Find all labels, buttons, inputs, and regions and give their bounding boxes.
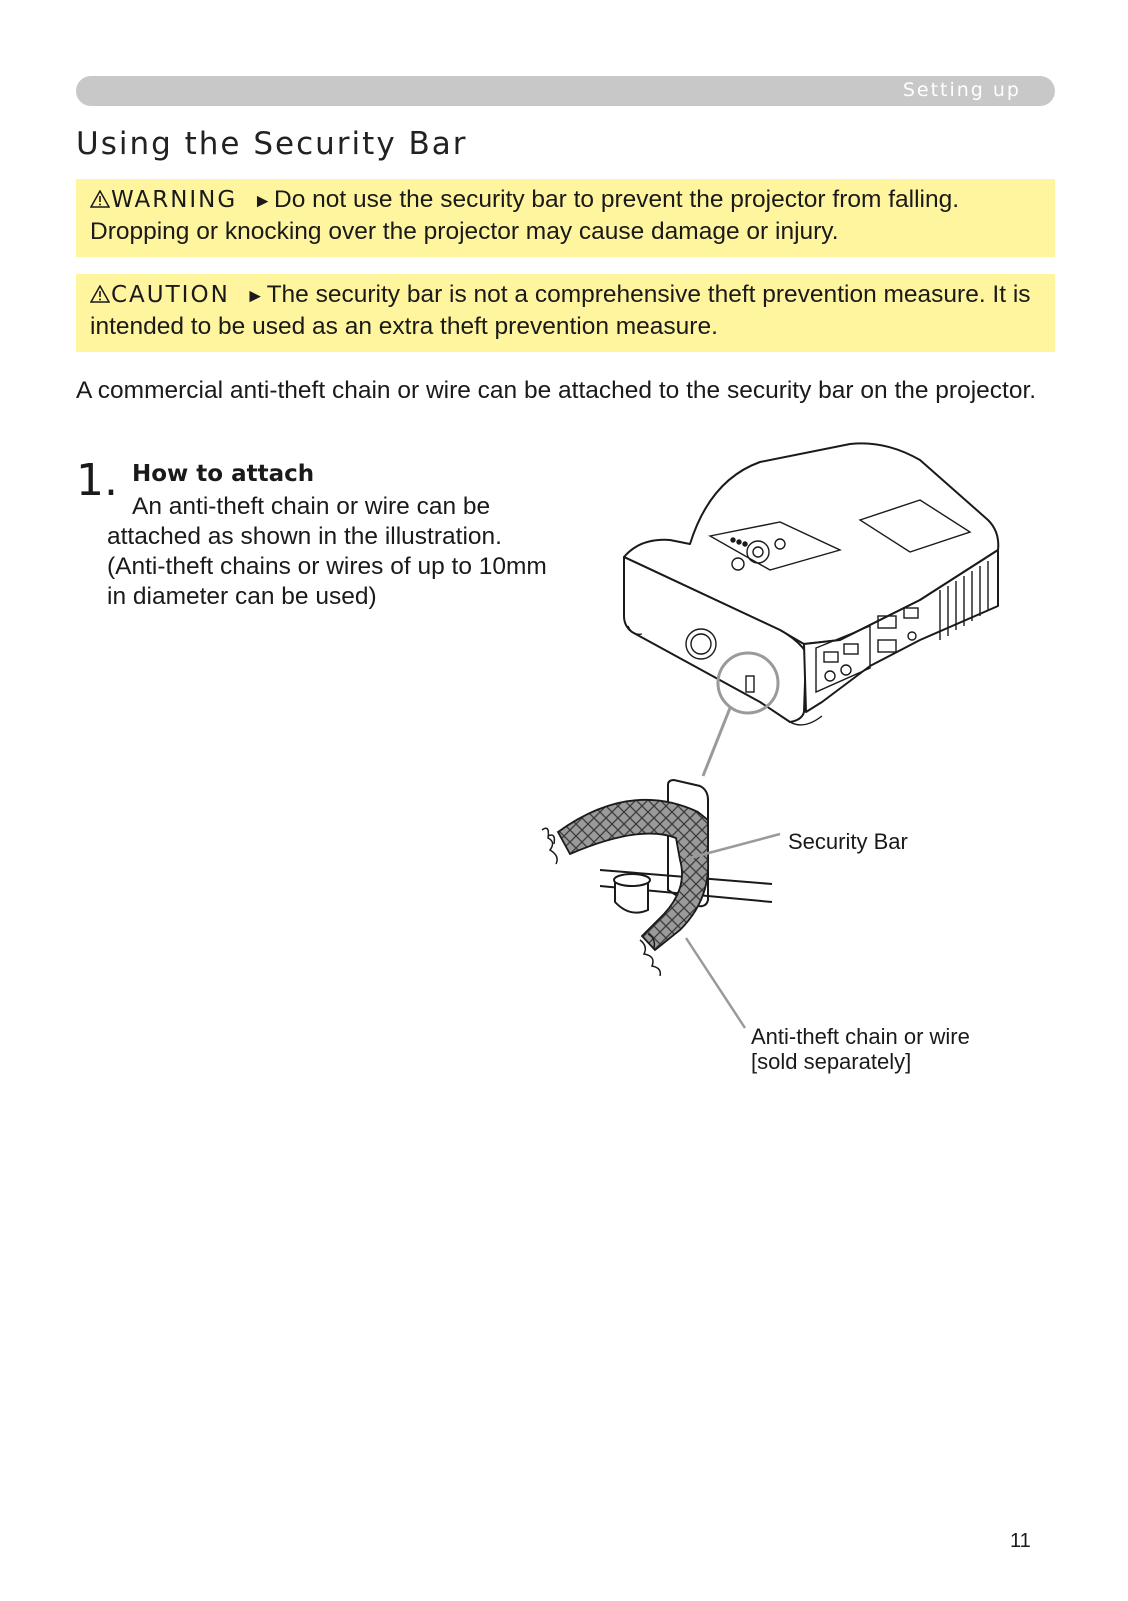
projector-body: [624, 443, 998, 722]
section-header-bar: [76, 76, 1055, 106]
step-heading: How to attach: [132, 461, 315, 487]
projector-security-bar-illustration: [540, 440, 1040, 1080]
warning-triangle-icon: [90, 190, 110, 208]
warning-tag: [90, 187, 237, 213]
security-bar-callout: Security Bar: [788, 829, 908, 854]
chain-callout-line1: Anti-theft chain or wire: [751, 1024, 970, 1049]
caution-text: The security bar is not a comprehensive theft prevention measure. It is intended to be used as an extra theft prevention measure.: [90, 281, 1031, 340]
step-number: 1.: [76, 455, 118, 506]
section-label: Setting up: [902, 79, 1021, 101]
caution-box: [76, 274, 1055, 352]
chain-callout: [751, 1024, 970, 1074]
warning-box: [76, 179, 1055, 257]
caution-label: CAUTION: [111, 282, 230, 308]
page-number: 11: [1010, 1530, 1031, 1552]
pointer-arrow-icon: ►: [253, 191, 273, 212]
zoom-connector-line: [703, 708, 730, 776]
chain-callout-line2: [sold separately]: [751, 1049, 912, 1074]
warning-text: Do not use the security bar to prevent the projector from falling. Dropping or knocking over the projector may cause damage or injury.: [90, 186, 960, 245]
intro-paragraph: A commercial anti-theft chain or wire can be attached to the security bar on the projector.: [76, 377, 1037, 404]
warning-label: WARNING: [111, 187, 238, 213]
step-body: An anti-theft chain or wire can be attached as shown in the illustration. (Anti-theft chains or wires of up to 10mm in diameter can be used): [107, 493, 547, 610]
caution-triangle-icon: [90, 285, 110, 303]
chain-leader: [686, 938, 745, 1028]
pointer-arrow-icon: ►: [245, 286, 265, 307]
page-title: Using the Security Bar: [76, 126, 468, 162]
caution-tag: [90, 282, 230, 308]
